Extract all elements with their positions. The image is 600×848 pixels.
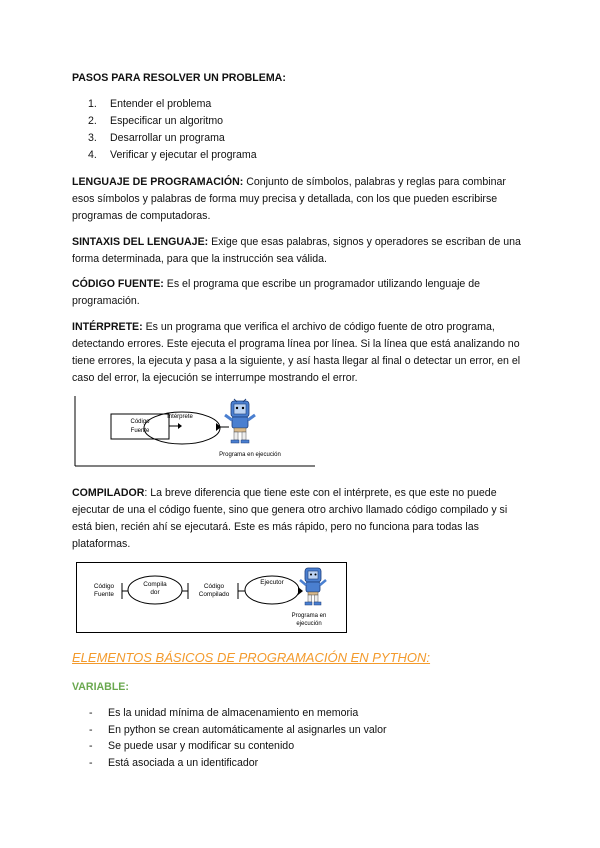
compiled-label-1: Código — [203, 583, 225, 590]
list-item: 2. Especificar un algoritmo — [88, 115, 224, 127]
variable-list — [72, 705, 387, 771]
list-item: - Es la unidad mínima de almacenamiento en memoria — [89, 707, 359, 719]
interprete-diagram — [74, 396, 318, 470]
caption-line-2: ejecución — [296, 621, 322, 627]
src-label-2: Fuente — [94, 591, 114, 598]
sintaxis-term: SINTAXIS DEL LENGUAJE: — [72, 236, 209, 248]
box-label-1: Código — [130, 419, 150, 425]
caption-line-1: Programa en — [291, 613, 327, 619]
list-item: - Se puede usar y modificar su contenido — [89, 740, 295, 752]
exec-label: Ejecutor — [260, 579, 284, 586]
compilador-diagram — [76, 562, 348, 634]
ellipse-label: Intérprete — [167, 414, 193, 420]
robot-icon — [300, 568, 326, 605]
comp-label-1: Compila — [143, 581, 167, 588]
variable-heading: VARIABLE: — [72, 681, 129, 693]
elementos-heading: ELEMENTOS BÁSICOS DE PROGRAMACIÓN EN PYTHON: — [72, 650, 431, 665]
list-item: 1. Entender el problema — [88, 98, 212, 110]
list-item: 4. Verificar y ejecutar el programa — [88, 149, 257, 161]
lenguaje-term: LENGUAJE DE PROGRAMACIÓN: — [72, 176, 244, 188]
interprete-paragraph: INTÉRPRETE: Es un programa que verifica el archivo de código fuente de otro programa, detectando errores. Este ejecuta el programa línea por línea. Si la línea que está analizando no tiene errores, la ejecuta y pasa a la siguiente, y así hasta llegar al final o detectar un error, en el caso del error, la ejecución se interrumpe mostrando el error. — [72, 321, 521, 384]
compilador-term: COMPILADOR — [72, 487, 145, 499]
robot-icon — [225, 399, 255, 443]
pasos-list — [72, 96, 257, 164]
list-item: 3. Desarrollar un programa — [88, 132, 225, 144]
codigo-term: CÓDIGO FUENTE: — [72, 278, 164, 290]
compilador-paragraph: COMPILADOR: La breve diferencia que tiene este con el intérprete, es que este no puede ejecutar de una el código fuente, sino que genera otro archivo llamado código compilado y si está bien, recién ahí se ejecutará. Este es más rápido, pero no funciona para todas las plataformas. — [72, 487, 508, 550]
compiled-label-2: Compilado — [198, 591, 230, 598]
pasos-heading: PASOS PARA RESOLVER UN PROBLEMA: — [72, 72, 286, 84]
comp-label-2: dor — [150, 589, 160, 596]
sintaxis-paragraph: SINTAXIS DEL LENGUAJE: Exige que esas palabras, signos y operadores se escriban de una forma determinada, para que la instrucción sea válida. — [72, 236, 521, 265]
list-item: - En python se crean automáticamente al asignarles un valor — [89, 723, 387, 736]
codigo-paragraph: CÓDIGO FUENTE: Es el programa que escribe un programador utilizando lenguaje de programación. — [72, 278, 481, 307]
diagram1-caption: Programa en ejecución — [219, 452, 281, 458]
interprete-term: INTÉRPRETE: — [72, 321, 143, 333]
box-label-2: Fuente — [130, 428, 150, 434]
lenguaje-paragraph: LENGUAJE DE PROGRAMACIÓN: Conjunto de símbolos, palabras y reglas para combinar esos símbolos y palabras de forma muy precisa y detallada, con los que pueden escribirse programas de computadoras. — [72, 176, 506, 222]
src-label-1: Código — [93, 583, 115, 590]
list-item: - Está asociada a un identificador — [89, 756, 259, 769]
